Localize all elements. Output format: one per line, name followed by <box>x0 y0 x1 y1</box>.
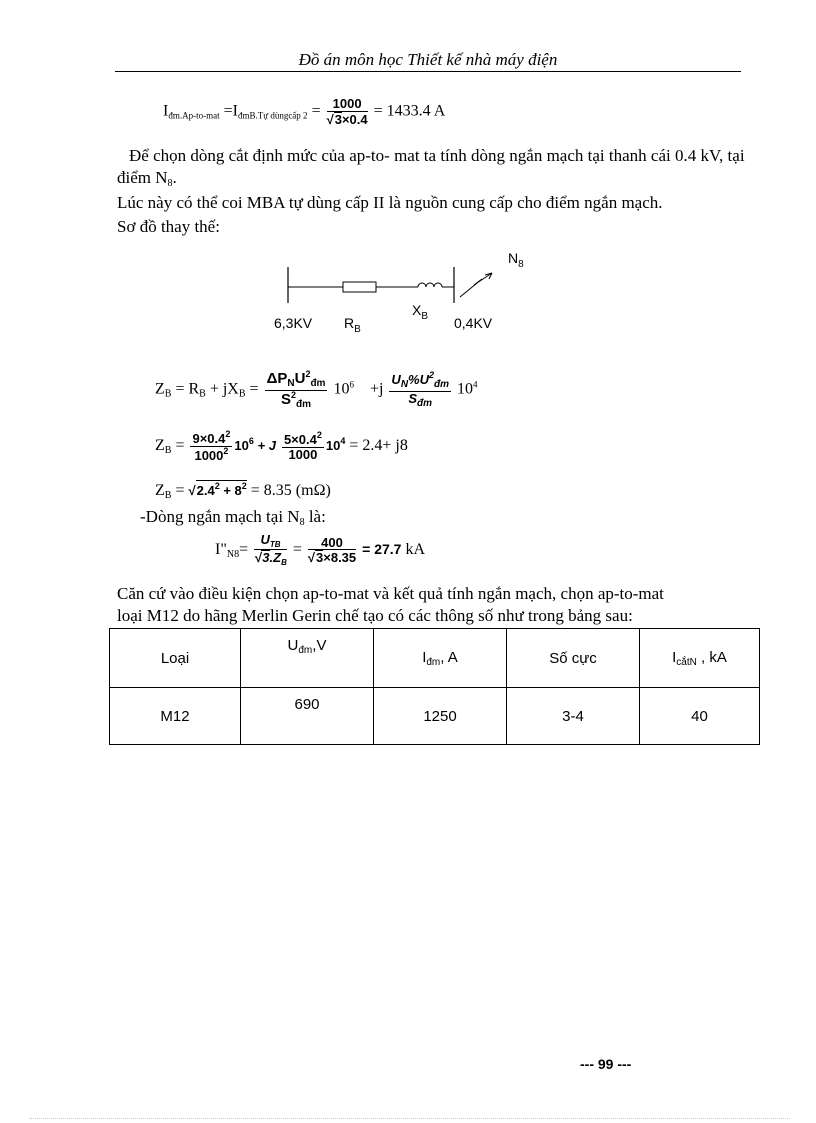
fault-label: $N_8$ <box>508 250 524 270</box>
equation-rated-current: Iđm.Ap-to-mat =IđmB.Tự dùngcấp 2 = $\frac{1000}{√3\times 0.4}$ = 1433.4 A <box>163 96 446 127</box>
paragraph-source: Lúc này có thể coi MBA tự dùng cấp II là nguồn cung cấp cho điểm ngắn mạch. <box>117 193 663 212</box>
cell-breaking-current: 40 <box>640 688 760 745</box>
fraction: $\frac{400}{√3\times 8.35}$ <box>307 534 357 566</box>
fault-arrow-icon <box>460 273 492 297</box>
inductor-symbol <box>418 283 442 287</box>
fraction: $\frac{U_N\%U^2_{đm}}{S_{đm}}$ <box>391 370 450 409</box>
fraction: $\frac{1000}{√3\times 0.4}$ <box>326 96 368 127</box>
equivalent-circuit-diagram <box>260 245 560 340</box>
cell-type: M12 <box>110 688 241 745</box>
page-bottom-border <box>30 1118 790 1119</box>
cell-poles: 3-4 <box>507 688 640 745</box>
header-divider <box>115 71 741 72</box>
equation-zb-formula: $Z_B = R_B + jX_B$ = $\frac{\Delta P_NU^2_{đm}}{S^2_{đm}}$ $10^6$ +j $\frac{U_N\%U^2_{đm}}{S_{đm}}$ $10^4$ <box>155 369 478 410</box>
header-type: Loại <box>110 629 241 688</box>
equation-zb-magnitude: $Z_B = √2.4^2 + 8^2 = 8.35$ (mΩ) <box>155 481 331 501</box>
table-header-row <box>110 629 760 688</box>
equation-zb-numeric: $Z_B$ = $\frac{9\times 0.4^2}{1000^2}$ $10^6 + J$ $\frac{5\times 0.4^2}{1000}$ $10^4 = 2.4+ j8$ <box>155 429 408 463</box>
page-header-title: Đồ án môn học Thiết kế nhà máy điện <box>298 50 558 69</box>
load-voltage-label: 0,4KV <box>454 315 493 331</box>
cell-current: 1250 <box>374 688 507 745</box>
fraction: $\frac{5\times 0.4^2}{1000}$ <box>283 430 322 462</box>
short-circuit-intro: -Dòng ngắn mạch tại $N_8$ là: <box>140 507 326 528</box>
source-voltage-label: 6,3KV <box>274 315 313 331</box>
paragraph-breaking-current: Để chọn dòng cắt định mức của ap-to- mat ta tính dòng ngắn mạch tại thanh cái 0.4 kV, tại điểm $N_8$. <box>117 146 745 189</box>
paragraph-conclusion: Căn cứ vào điều kiện chọn ap-to-mat và kết quả tính ngắn mạch, chọn ap-to-mat loại M12 do hãng Merlin Gerin chế tạo có các thông số như trong bảng sau: <box>117 584 664 625</box>
fraction: $\frac{\Delta P_NU^2_{đm}}{S^2_{đm}}$ <box>266 369 326 410</box>
page-number: --- 99 --- <box>580 1056 632 1072</box>
header-current: $I_{đm}$, A <box>374 629 507 688</box>
cell-voltage: 690 <box>241 688 374 745</box>
table-row <box>110 688 760 745</box>
paragraph-diagram-intro: Sơ đồ thay thế: <box>117 217 220 236</box>
fraction: $\frac{9\times 0.4^2}{1000^2}$ <box>192 429 231 463</box>
fraction: $\frac{U_{TB}}{√3.Z_B}$ <box>254 532 287 568</box>
header-poles: Số cực <box>507 629 640 688</box>
resistance-label: $R_B$ <box>344 315 361 335</box>
equation-short-circuit-current: $I"_{N8}=$ $\frac{U_{TB}}{√3.Z_B}$ = $\frac{400}{√3\times 8.35}$ = 27.7 kA <box>215 532 426 568</box>
resistor-symbol <box>343 282 376 292</box>
breaker-spec-table <box>109 628 760 745</box>
header-voltage: $U_{đm},V$ <box>241 629 374 688</box>
reactance-label: $X_B$ <box>412 302 429 322</box>
header-breaking-current: $I_{cắtN}$ , kA <box>640 629 760 688</box>
